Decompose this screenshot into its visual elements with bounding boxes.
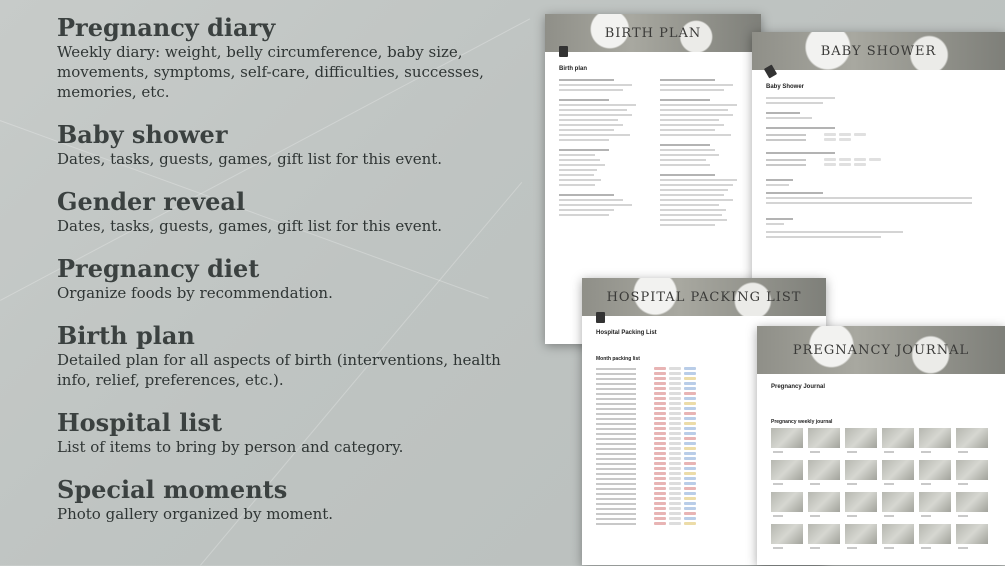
week-card[interactable] xyxy=(882,460,914,480)
feature-title: Hospital list xyxy=(57,408,223,437)
week-card[interactable] xyxy=(771,524,803,544)
week-card[interactable] xyxy=(882,492,914,512)
feature-hospital-list xyxy=(57,409,537,457)
feature-description: Organize foods by recommendation. xyxy=(57,284,333,302)
week-card[interactable] xyxy=(919,492,951,512)
feature-description: Detailed plan for all aspects of birth (interventions, health info, relief, preferences, etc.). xyxy=(57,351,501,389)
feature-description: Dates, tasks, guests, games, gift list for this event. xyxy=(57,217,443,235)
section-title: Pregnancy weekly journal xyxy=(771,419,833,425)
banner-title: BABY SHOWER xyxy=(820,43,937,59)
page-icon xyxy=(596,312,605,323)
feature-description: List of items to bring by person and category. xyxy=(57,438,404,456)
page-title: Baby Shower xyxy=(766,84,805,90)
feature-baby-shower xyxy=(57,121,537,169)
week-card[interactable] xyxy=(845,492,877,512)
feature-description: Dates, tasks, guests, games, gift list for this event. xyxy=(57,150,443,168)
feature-title: Gender reveal xyxy=(57,187,246,216)
page-title: Hospital Packing List xyxy=(596,330,657,336)
page-banner xyxy=(545,14,761,52)
page-icon xyxy=(559,46,568,57)
feature-list xyxy=(57,14,537,543)
week-card[interactable] xyxy=(845,524,877,544)
week-card[interactable] xyxy=(808,524,840,544)
feature-pregnancy-diet xyxy=(57,255,537,303)
week-card[interactable] xyxy=(808,460,840,480)
banner-title: BIRTH PLAN xyxy=(604,25,702,41)
banner-title: PREGNANCY JOURNAL xyxy=(792,342,970,358)
week-card[interactable] xyxy=(956,492,988,512)
feature-gender-reveal xyxy=(57,188,537,236)
week-card[interactable] xyxy=(919,428,951,448)
page-banner xyxy=(752,32,1005,70)
page-title: Pregnancy Journal xyxy=(771,384,826,390)
feature-title: Baby shower xyxy=(57,120,228,149)
feature-title: Special moments xyxy=(57,475,288,504)
feature-pregnancy-diary xyxy=(57,14,537,102)
week-card[interactable] xyxy=(919,524,951,544)
journal-gallery xyxy=(771,428,995,559)
week-card[interactable] xyxy=(845,460,877,480)
pregnancy-journal-screenshot xyxy=(757,326,1005,565)
week-card[interactable] xyxy=(771,492,803,512)
page-title: Birth plan xyxy=(559,66,587,72)
feature-description: Weekly diary: weight, belly circumference, baby size, movements, symptoms, self-care, difficulties, successes, memories, etc. xyxy=(57,43,484,101)
week-card[interactable] xyxy=(956,460,988,480)
feature-birth-plan xyxy=(57,322,537,390)
week-card[interactable] xyxy=(845,428,877,448)
feature-description: Photo gallery organized by moment. xyxy=(57,505,334,523)
week-card[interactable] xyxy=(771,460,803,480)
feature-title: Birth plan xyxy=(57,321,195,350)
feature-title: Pregnancy diary xyxy=(57,13,276,42)
section-title: Month packing list xyxy=(596,356,640,362)
week-card[interactable] xyxy=(919,460,951,480)
week-card[interactable] xyxy=(882,524,914,544)
week-card[interactable] xyxy=(808,428,840,448)
week-card[interactable] xyxy=(808,492,840,512)
week-card[interactable] xyxy=(956,428,988,448)
week-card[interactable] xyxy=(956,524,988,544)
feature-special-moments xyxy=(57,476,537,524)
page-banner xyxy=(582,278,826,316)
page-banner xyxy=(757,326,1005,374)
week-card[interactable] xyxy=(771,428,803,448)
banner-title: HOSPITAL PACKING LIST xyxy=(606,289,802,305)
week-card[interactable] xyxy=(882,428,914,448)
feature-title: Pregnancy diet xyxy=(57,254,260,283)
